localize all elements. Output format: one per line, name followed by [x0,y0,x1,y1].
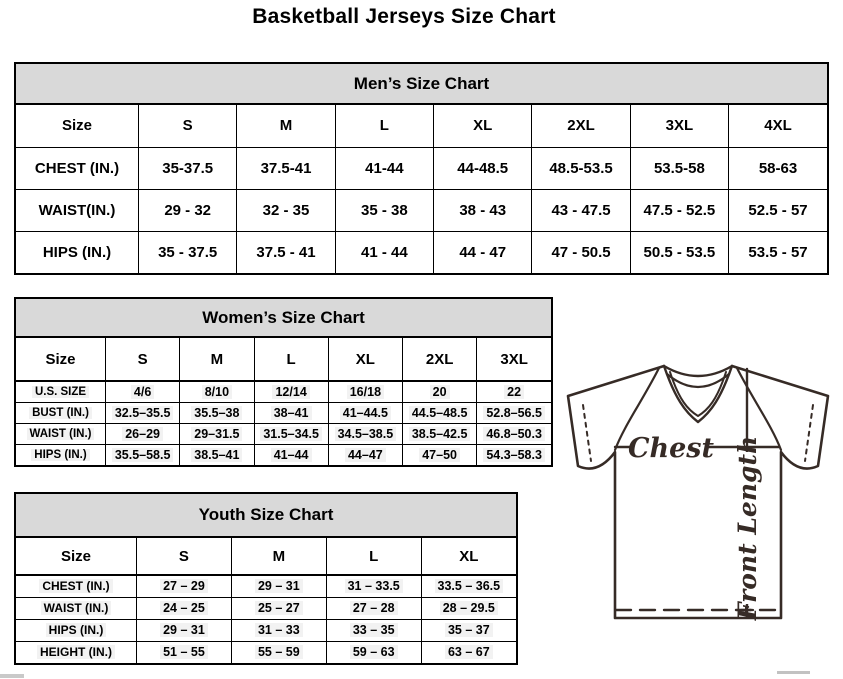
cell-text: 27 – 29 [160,579,208,593]
cell-text: 41 - 44 [361,243,408,261]
table-cell [180,444,254,465]
cell-text: 35.5–38 [191,406,242,420]
cell-text: 37.5 - 41 [256,243,316,261]
cell-text: 44-48.5 [457,159,509,177]
table-cell [231,575,326,597]
table-cell [137,619,232,641]
row-label [16,619,137,641]
cell-text: 35 – 37 [445,623,493,637]
header-row [16,538,516,575]
scrollbar-fragment-right [777,671,810,674]
table-cell [434,231,532,273]
cell-text: 44.5–48.5 [409,406,471,420]
row-label [16,189,139,231]
cell-text: 52.8–56.5 [483,406,545,420]
table-cell [106,444,180,465]
cell-text: 51 – 55 [160,645,208,659]
cell-text: 26–29 [122,427,163,441]
cell-text: HIPS (IN.) [31,449,89,461]
cell-text: 38 - 43 [459,201,507,219]
table-cell [326,619,421,641]
row-label [16,402,106,423]
cell-text: 41–44.5 [340,406,391,420]
table-cell [729,189,827,231]
table-cell [421,641,516,663]
cell-text: 12/14 [272,385,309,399]
cell-text: 41-44 [365,159,404,177]
cell-text: 22 [504,385,524,399]
table-cell [729,231,827,273]
cell-text: 33.5 – 36.5 [435,579,504,593]
table-cell [729,147,827,189]
column-header: 2XL [532,105,630,147]
cell-text: 50.5 - 53.5 [643,243,716,261]
cell-text: 44 - 47 [459,243,507,261]
vneck-inner [670,372,726,416]
column-header: L [335,105,433,147]
cell-text: 47.5 - 52.5 [643,201,716,219]
table-cell [139,147,237,189]
header-row [16,105,827,147]
table-row [16,402,551,423]
youth-chart-title: Youth Size Chart [16,494,516,538]
cell-text: 52.5 - 57 [748,201,808,219]
table-cell [328,402,402,423]
mens-size-table [16,105,827,273]
table-cell [237,189,335,231]
table-cell [137,641,232,663]
table-cell [403,444,477,465]
table-cell [328,423,402,444]
cell-text: U.S. SIZE [32,386,89,398]
cell-text: HIPS (IN.) [42,243,112,261]
column-header: XL [328,338,402,381]
cell-text: WAIST (IN.) [41,601,112,615]
column-header: Size [16,338,106,381]
cell-text: 58-63 [758,159,798,177]
right-cuff-dashed-line [805,405,813,461]
cell-text: 38.5–41 [191,448,242,462]
row-label [16,231,139,273]
cell-text: 59 – 63 [350,645,398,659]
cell-text: 20 [430,385,450,399]
cell-text: 33 – 35 [350,623,398,637]
table-row [16,231,827,273]
youth-size-chart [14,492,518,665]
cell-text: 55 – 59 [255,645,303,659]
cell-text: 29–31.5 [191,427,242,441]
cell-text: 48.5-53.5 [549,159,613,177]
column-header: M [237,105,335,147]
cell-text: 27 – 28 [350,601,398,615]
table-cell [477,381,551,402]
scrollbar-fragment-left [0,674,24,678]
cell-text: 63 – 67 [445,645,493,659]
table-cell [180,423,254,444]
table-cell [254,381,328,402]
column-header: 3XL [477,338,551,381]
table-cell [403,381,477,402]
jersey-outline [568,366,828,618]
table-row [16,381,551,402]
table-row [16,189,827,231]
cell-text: BUST (IN.) [29,407,92,419]
cell-text: WAIST (IN.) [27,428,95,440]
table-cell [237,147,335,189]
column-header: M [180,338,254,381]
column-header: S [139,105,237,147]
table-row [16,575,516,597]
womens-size-table [16,338,551,465]
table-cell [180,381,254,402]
left-cuff-dashed-line [583,405,591,461]
table-cell [180,402,254,423]
table-cell [421,575,516,597]
table-cell [326,575,421,597]
mens-chart-title: Men’s Size Chart [16,64,827,105]
table-row [16,641,516,663]
row-label [16,147,139,189]
table-cell [326,641,421,663]
column-header: XL [421,538,516,575]
cell-text: 4/6 [131,385,154,399]
table-cell [254,402,328,423]
table-cell [421,597,516,619]
column-header: L [254,338,328,381]
cell-text: 43 - 47.5 [551,201,611,219]
column-header: Size [16,538,137,575]
table-cell [231,619,326,641]
cell-text: 35-37.5 [162,159,214,177]
column-header: S [106,338,180,381]
cell-text: 32.5–35.5 [112,406,174,420]
row-label [16,444,106,465]
header-row [16,338,551,381]
row-label [16,575,137,597]
cell-text: 35 - 38 [361,201,408,219]
cell-text: 31.5–34.5 [260,427,322,441]
table-cell [335,147,433,189]
table-cell [403,423,477,444]
table-row [16,597,516,619]
cell-text: 38.5–42.5 [409,427,471,441]
table-cell [326,597,421,619]
table-cell [421,619,516,641]
table-cell [106,402,180,423]
jersey-measurement-diagram [558,360,839,628]
row-label [16,381,106,402]
womens-size-chart [14,297,553,467]
table-cell [335,189,433,231]
table-cell [106,423,180,444]
cell-text: 53.5 - 57 [748,243,808,261]
cell-text: 29 - 32 [164,201,212,219]
cell-text: 53.5-58 [653,159,705,177]
table-cell [328,444,402,465]
table-cell [328,381,402,402]
table-cell [630,147,728,189]
cell-text: HEIGHT (IN.) [37,645,115,659]
cell-text: 47–50 [419,448,460,462]
row-label [16,641,137,663]
table-cell [477,423,551,444]
table-cell [137,597,232,619]
cell-text: 16/18 [347,385,384,399]
table-row [16,423,551,444]
womens-chart-title: Women’s Size Chart [16,299,551,338]
cell-text: 31 – 33.5 [345,579,403,593]
cell-text: 32 - 35 [262,201,310,219]
cell-text: 46.8–50.3 [483,427,545,441]
cell-text: 29 – 31 [255,579,303,593]
page-title: Basketball Jerseys Size Chart [252,5,556,28]
chest-label: Chest [628,433,714,464]
cell-text: HIPS (IN.) [46,623,107,637]
mens-size-chart [14,62,829,275]
column-header: 2XL [403,338,477,381]
column-header: XL [434,105,532,147]
table-row [16,619,516,641]
cell-text: 8/10 [202,385,232,399]
table-cell [477,402,551,423]
cell-text: CHEST (IN.) [34,159,120,177]
cell-text: 35.5–58.5 [112,448,174,462]
cell-text: 37.5-41 [260,159,312,177]
column-header: Size [16,105,139,147]
cell-text: 35 - 37.5 [158,243,218,261]
cell-text: 24 – 25 [160,601,208,615]
cell-text: 28 – 29.5 [440,601,498,615]
column-header: 4XL [729,105,827,147]
vneck-outer [664,366,732,422]
table-cell [477,444,551,465]
column-header: L [326,538,421,575]
table-cell [231,597,326,619]
table-cell [532,189,630,231]
table-cell [434,147,532,189]
cell-text: 31 – 33 [255,623,303,637]
jersey-diagram-svg [558,360,839,628]
table-cell [106,381,180,402]
table-row [16,444,551,465]
cell-text: 25 – 27 [255,601,303,615]
cell-text: 38–41 [271,406,312,420]
cell-text: 29 – 31 [160,623,208,637]
table-row [16,147,827,189]
table-cell [630,189,728,231]
cell-text: WAIST(IN.) [38,201,116,219]
table-cell [254,423,328,444]
cell-text: 41–44 [271,448,312,462]
youth-size-table [16,538,516,663]
table-cell [254,444,328,465]
table-cell [434,189,532,231]
column-header: S [137,538,232,575]
table-cell [137,575,232,597]
cell-text: 44–47 [345,448,386,462]
table-cell [532,147,630,189]
row-label [16,597,137,619]
table-cell [532,231,630,273]
column-header: 3XL [630,105,728,147]
column-header: M [231,538,326,575]
cell-text: CHEST (IN.) [39,579,112,593]
collar-top-curve [664,366,732,376]
cell-text: 54.3–58.3 [483,448,545,462]
cell-text: 47 - 50.5 [551,243,611,261]
table-cell [630,231,728,273]
front-length-label: Front Length [733,435,762,621]
table-cell [403,402,477,423]
table-cell [139,231,237,273]
table-cell [231,641,326,663]
table-cell [335,231,433,273]
cell-text: 34.5–38.5 [335,427,397,441]
table-cell [139,189,237,231]
row-label [16,423,106,444]
table-cell [237,231,335,273]
